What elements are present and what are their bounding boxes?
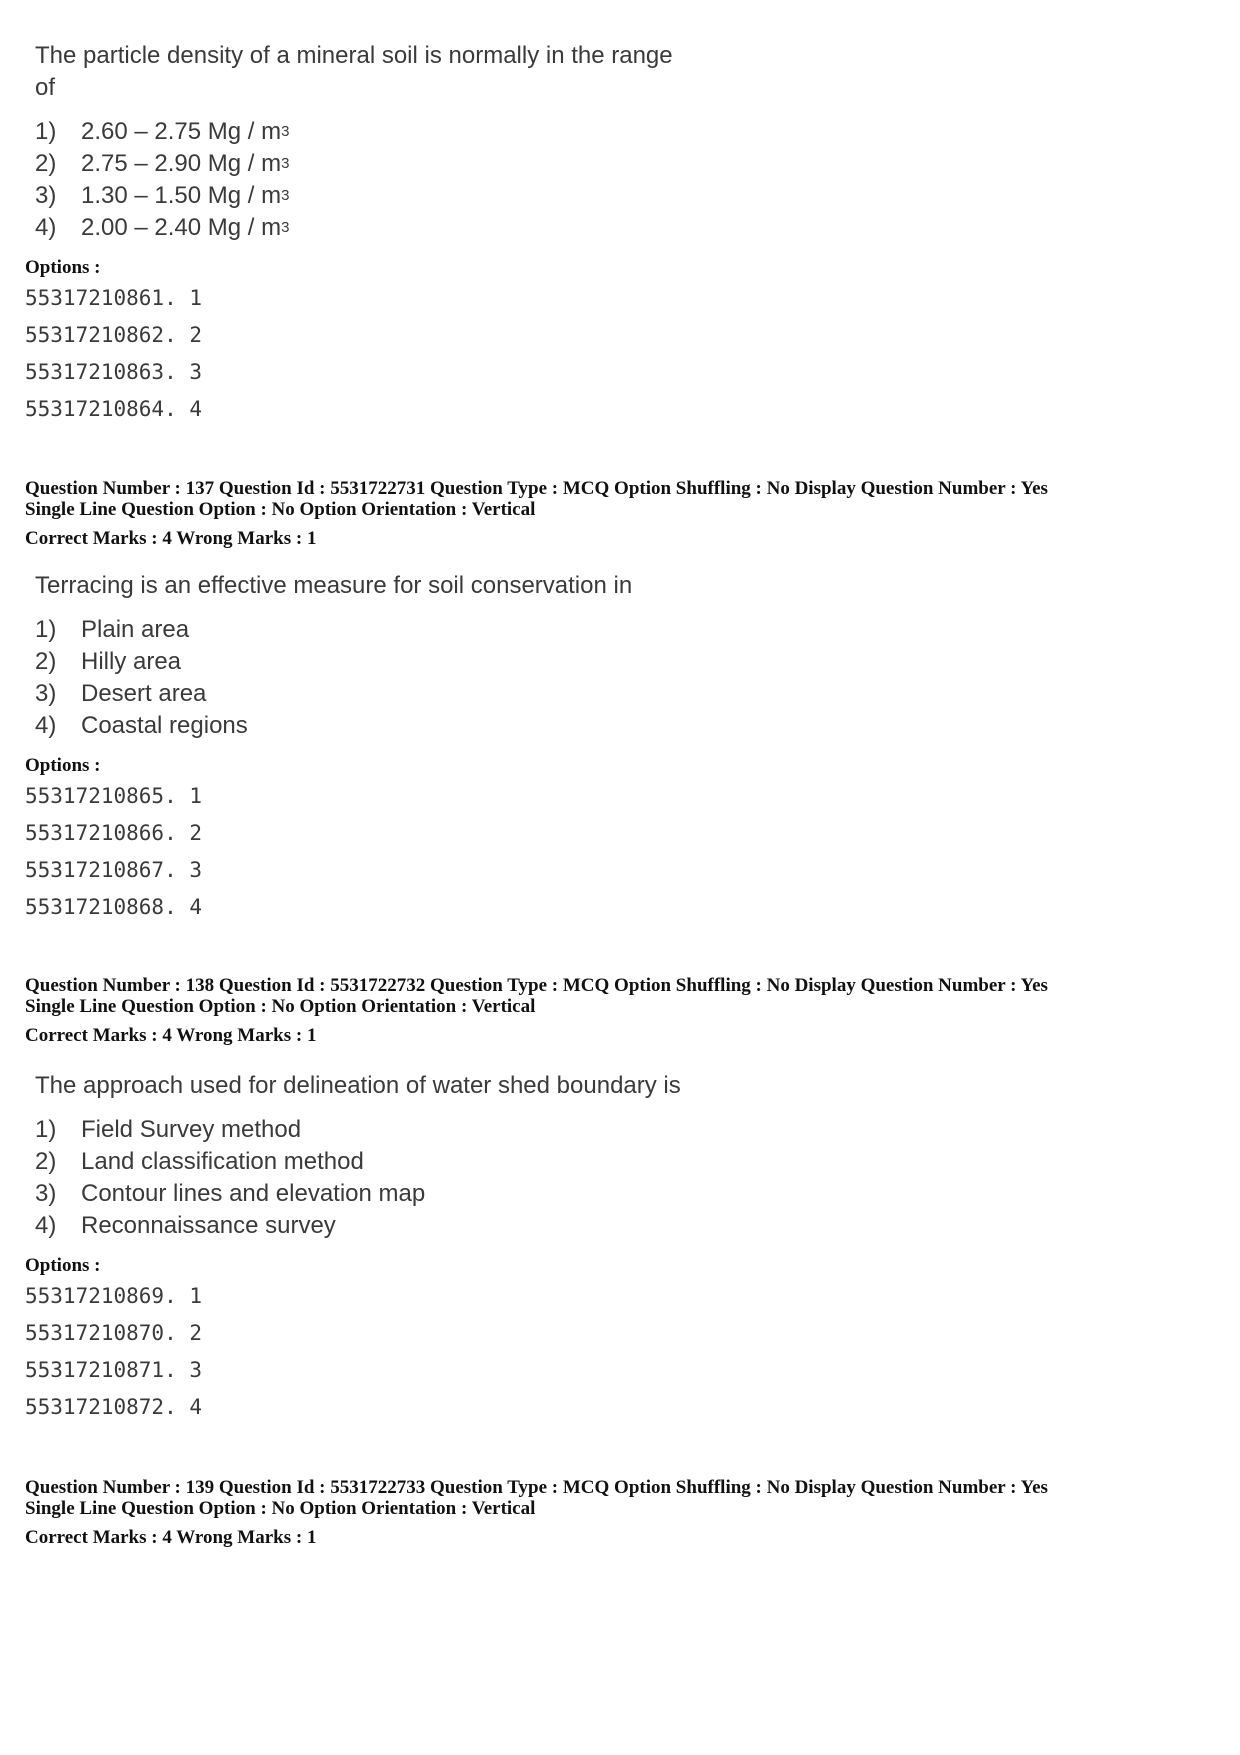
question-meta: Question Number : 137 Question Id : 5531722731 Question Type : MCQ Option Shuffling : No Display Question Number : Yes Single Line Question Option : No Option Orientation : Vertical Correct Marks : 4 Wrong Marks : 1 — [25, 478, 1048, 549]
option-id-list — [25, 1278, 681, 1426]
marks-line: Correct Marks : 4 Wrong Marks : 1 — [25, 1025, 317, 1046]
option-id: 55317210867. 3 — [25, 858, 203, 882]
choice: 4) Reconnaissance survey — [35, 1212, 336, 1239]
choice: 3) Contour lines and elevation map — [35, 1180, 426, 1207]
question-text: The approach used for delineation of water shed boundary is — [35, 1072, 681, 1099]
option-id-list — [25, 280, 673, 428]
option-id-list — [25, 778, 632, 926]
question-image — [25, 570, 632, 742]
option-id: 55317210862. 2 — [25, 323, 203, 347]
question-meta: Question Number : 139 Question Id : 5531722733 Question Type : MCQ Option Shuffling : No Display Question Number : Yes Single Line Question Option : No Option Orientation : Vertical Correct Marks : 4 Wrong Marks : 1 — [25, 1477, 1048, 1548]
marks-line: Correct Marks : 4 Wrong Marks : 1 — [25, 528, 317, 549]
option-id: 55317210861. 1 — [25, 286, 203, 310]
option-id: 55317210864. 4 — [25, 397, 203, 421]
question-image — [25, 1070, 681, 1242]
question-block — [25, 570, 632, 926]
choice: 1) Field Survey method — [35, 1116, 302, 1143]
options-label: Options : — [25, 1255, 101, 1276]
choice: 1) Plain area — [35, 616, 190, 643]
question-text: Terracing is an effective measure for soil conservation in — [35, 572, 633, 599]
option-id: 55317210871. 3 — [25, 1358, 203, 1382]
question-block — [25, 40, 673, 428]
option-id: 55317210868. 4 — [25, 895, 203, 919]
options-label: Options : — [25, 257, 101, 278]
choice: 1) 2.60 – 2.75 Mg / m 3 — [35, 118, 290, 145]
option-id: 55317210869. 1 — [25, 1284, 203, 1308]
choice: 3) Desert area — [35, 680, 207, 707]
option-id: 55317210866. 2 — [25, 821, 203, 845]
question-image — [25, 40, 673, 244]
choice: 2) Hilly area — [35, 648, 182, 675]
choice: 2) Land classification method — [35, 1148, 364, 1175]
option-id: 55317210863. 3 — [25, 360, 203, 384]
question-meta: Question Number : 138 Question Id : 5531722732 Question Type : MCQ Option Shuffling : No Display Question Number : Yes Single Line Question Option : No Option Orientation : Vertical Correct Marks : 4 Wrong Marks : 1 — [25, 975, 1048, 1046]
choice: 3) 1.30 – 1.50 Mg / m 3 — [35, 182, 290, 209]
choice: 2) 2.75 – 2.90 Mg / m 3 — [35, 150, 290, 177]
option-id: 55317210870. 2 — [25, 1321, 203, 1345]
question-choices — [35, 1114, 681, 1242]
option-id: 55317210872. 4 — [25, 1395, 203, 1419]
choice: 4) 2.00 – 2.40 Mg / m 3 — [35, 214, 290, 241]
option-id: 55317210865. 1 — [25, 784, 203, 808]
question-block — [25, 1070, 681, 1426]
question-text: The particle density of a mineral soil is normally in the range of — [35, 42, 673, 101]
question-choices — [35, 614, 632, 742]
choice: 4) Coastal regions — [35, 712, 248, 739]
options-label: Options : — [25, 755, 101, 776]
question-choices — [35, 116, 673, 244]
marks-line: Correct Marks : 4 Wrong Marks : 1 — [25, 1527, 317, 1548]
